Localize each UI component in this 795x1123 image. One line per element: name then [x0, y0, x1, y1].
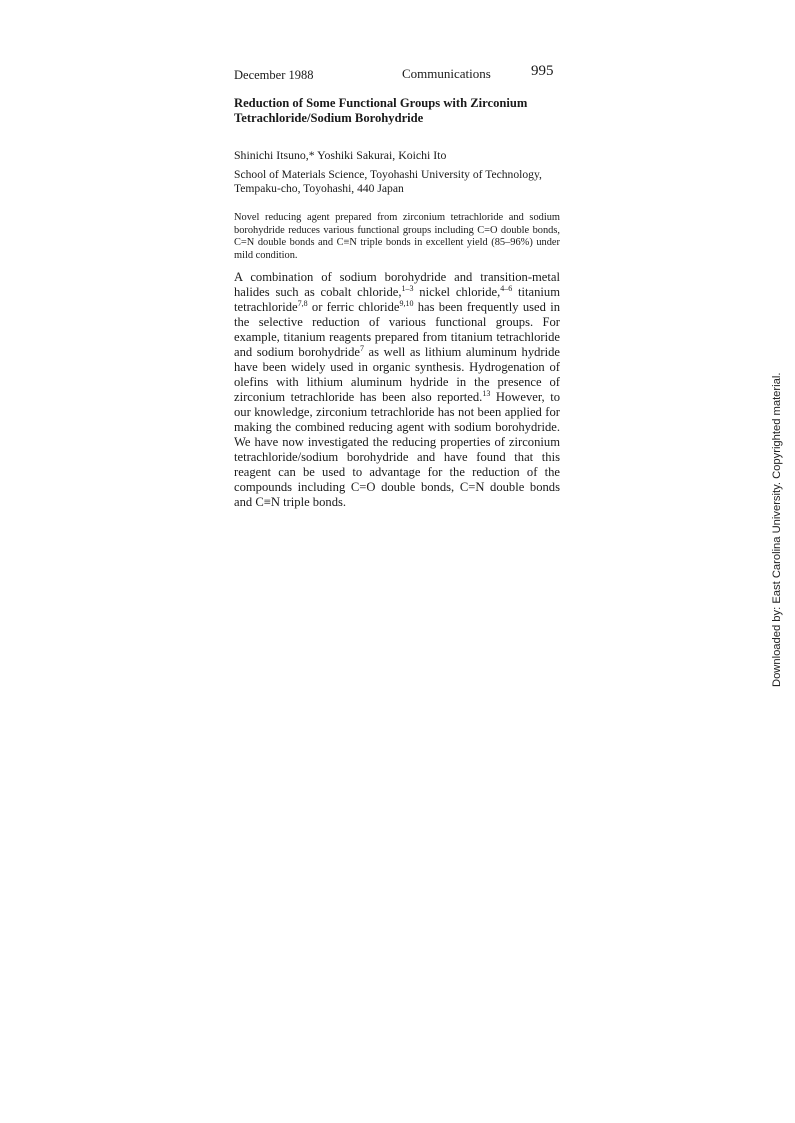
page-number: 995 [531, 63, 554, 79]
abstract: Novel reducing agent prepared from zirconium tetrachloride and sodium borohydride reduces various functional groups including C=O double bonds, C=N double bonds and C≡N triple bonds in excellent yield (85–96%) under mild condition. [234, 212, 560, 261]
affiliation-line-2: Tempaku-cho, Toyohashi, 440 Japan [234, 182, 404, 195]
title-line-1: Reduction of Some Functional Groups with Zirconium [234, 96, 528, 110]
affiliation [234, 168, 564, 196]
running-head [234, 63, 554, 84]
section-name: Communications [402, 66, 491, 81]
citation-ref: 1–3 [401, 284, 414, 293]
body-paragraph [234, 270, 560, 510]
citation-ref: 7 [359, 344, 364, 353]
article-title [234, 96, 564, 126]
citation-ref: 13 [482, 389, 491, 398]
affiliation-line-1: School of Materials Science, Toyohashi University of Technology, [234, 168, 542, 181]
download-notice: Downloaded by: East Carolina University. Copyrighted material. [771, 372, 783, 687]
body-text: A combination of sodium borohydride and transition-metal halides such as cobalt chloride, [234, 270, 560, 299]
body-text: titanium tetrachloride [234, 285, 560, 314]
body-text: has been frequently used in the selective reduction of various functional groups. For example, titanium reagents prepared from titanium tetrachloride and sodium borohydride [234, 300, 561, 359]
author-list: Shinichi Itsuno,* Yoshiki Sakurai, Koichi Ito [234, 148, 447, 162]
issue-date: December 1988 [234, 68, 314, 82]
body-text: as well as lithium aluminum hydride have been widely used in organic synthesis. Hydrogenation of olefins with lithium aluminum hydride in the presence of zirconium tetrachloride has been also reported. [234, 345, 561, 404]
body-text: nickel chloride, [413, 285, 501, 299]
body-text: However, to our knowledge, zirconium tetrachloride has not been applied for making the combined reducing agent with sodium borohydride. We have now investigated the reducing properties of zirconium tetrachloride/sodium borohydride and have found that this reagent can be used to advantage for the reduction of the compounds including C=O double bonds, C=N double bonds and C≡N triple bonds. [234, 390, 560, 509]
body-text: or ferric chloride [307, 300, 400, 314]
citation-ref: 4–6 [500, 284, 513, 293]
citation-ref: 9,10 [399, 299, 414, 308]
title-line-2: Tetrachloride/Sodium Borohydride [234, 111, 424, 125]
citation-ref: 7,8 [297, 299, 308, 308]
